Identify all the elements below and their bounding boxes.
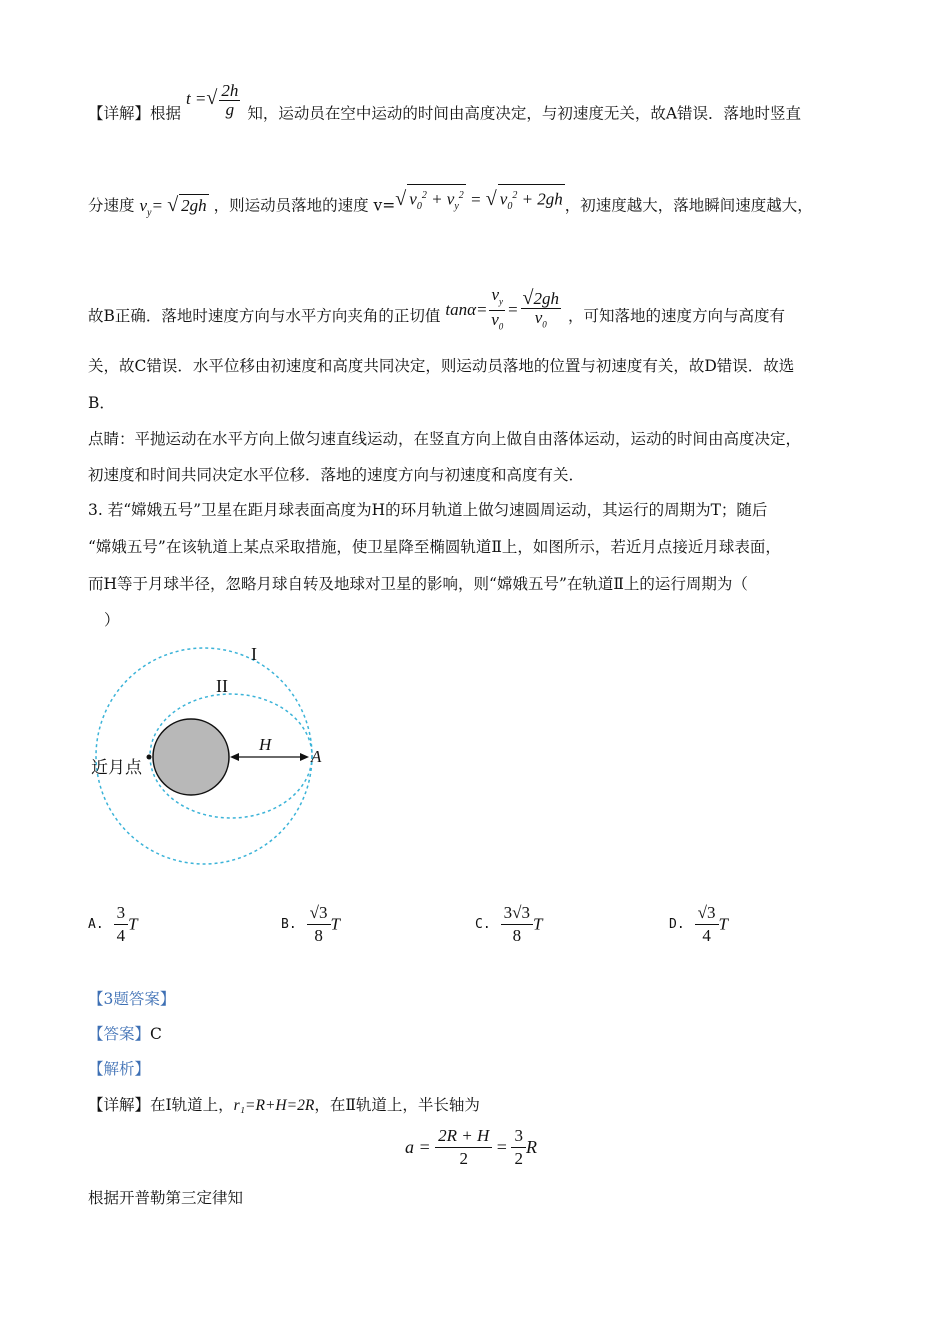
option-fraction: $\frac{3√3}{8}$ [501,902,533,947]
perilune-dot [147,755,152,760]
question-line-4: ） [104,611,120,629]
question-line-3: 而H等于月球半径，忽略月球自转及地球对卫星的影响，则“嫦娥五号”在轨道Ⅱ上的运行周期为（ [88,575,748,593]
option-fraction: $\frac{√3}{4}$ [695,902,719,947]
detail-text: 故B正确．落地时速度方向与水平方向夹角的正切值 [88,306,441,325]
detail-text: ，则运动员落地的速度 v= [213,196,396,215]
analysis-heading: 【解析】 [88,1060,151,1078]
option-label: D. [669,917,685,932]
option-fraction: $\frac{3}{4}$ [114,902,129,947]
answer-section-heading: 【3题答案】 [88,990,176,1008]
option-a[interactable]: A. $\frac{3}{4}$ T [88,903,138,945]
speed-formula: √ $v_0^2 + v_y^2$ = √ $v_0^2 + 2gh$ [395,190,565,209]
orbit-1-label: I [251,644,257,664]
answer-line [88,1023,162,1045]
detail-text: 知，运动员在空中运动的时间由高度决定，与初速度无关，故A错误．落地时竖直 [247,104,802,123]
arrow-head-left [230,753,239,761]
option-label: C. [475,917,491,932]
option-label: A. [88,917,104,932]
moon [153,719,229,795]
note-line-2: 初速度和时间共同决定水平位移．落地的速度方向与初速度和高度有关． [88,466,585,484]
detail-text: ，可知落地的速度方向与高度有 [567,306,785,325]
orbit-diagram [88,640,348,870]
option-d[interactable]: D. $\frac{√3}{4}$ T [669,903,728,945]
point-a-label: A [311,747,322,766]
detail-line-1 [88,81,802,133]
kepler-line: 根据开普勒第三定律知 [88,1189,244,1207]
vy-formula: $v_y=$ √ 2gh [139,193,207,219]
height-label: H [259,735,272,754]
note-line-1: 点睛：平抛运动在水平方向上做匀速直线运动，在竖直方向上做自由落体运动，运动的时间由高度决定， [88,430,802,448]
orbit-2-label: II [216,676,228,696]
option-label: B. [281,917,297,932]
detail-text: 分速度 [88,196,135,215]
detail-line-2 [88,187,813,224]
option-b[interactable]: B. $\frac{√3}{8}$ T [281,903,340,945]
arrow-head-right [300,753,309,761]
detail-line-5: B． [88,394,115,412]
detail-text: 【详解】根据 [88,104,182,123]
tan-formula: tanα= $\frac{v_y}{v_0}$ = $\frac{√2gh}{v_0}$ [445,285,559,332]
answer-value: C [150,1025,162,1043]
option-c[interactable]: C. $\frac{3√3}{8}$ T [475,903,543,945]
semi-major-axis-formula: a = $\frac{2R + H}{2}$ = $\frac{3}{2}$ R [405,1126,537,1168]
radius-expression: r₁=R+H=2R [233,1097,315,1114]
option-fraction: $\frac{√3}{8}$ [307,902,331,947]
question-line-1: 3. 若“嫦娥五号”卫星在距月球表面高度为H的环月轨道上做匀速圆周运动，其运行的周期为T；随后 [88,501,768,519]
detail-text: ，初速度越大，落地瞬间速度越大， [564,196,813,215]
time-formula: t =√ $\frac{2h}{g}$ [185,81,239,119]
answer-label: 【答案】 [88,1025,151,1043]
detail-text: 【详解】在Ⅰ轨道上， [88,1096,234,1114]
question-line-2: “嫦娥五号”在该轨道上某点采取措施，使卫星降至椭圆轨道Ⅱ上，如图所示，若近月点接近月球表面， [88,538,781,556]
detail-line-4: 关，故C错误．水平位移由初速度和高度共同决定，则运动员落地的位置与初速度有关，故D错误．故选 [88,357,795,375]
perilune-label: 近月点 [91,758,142,778]
detail-text: ，在Ⅱ轨道上，半长轴为 [314,1096,480,1114]
detail-line [88,1094,480,1117]
detail-line-3 [88,285,785,342]
